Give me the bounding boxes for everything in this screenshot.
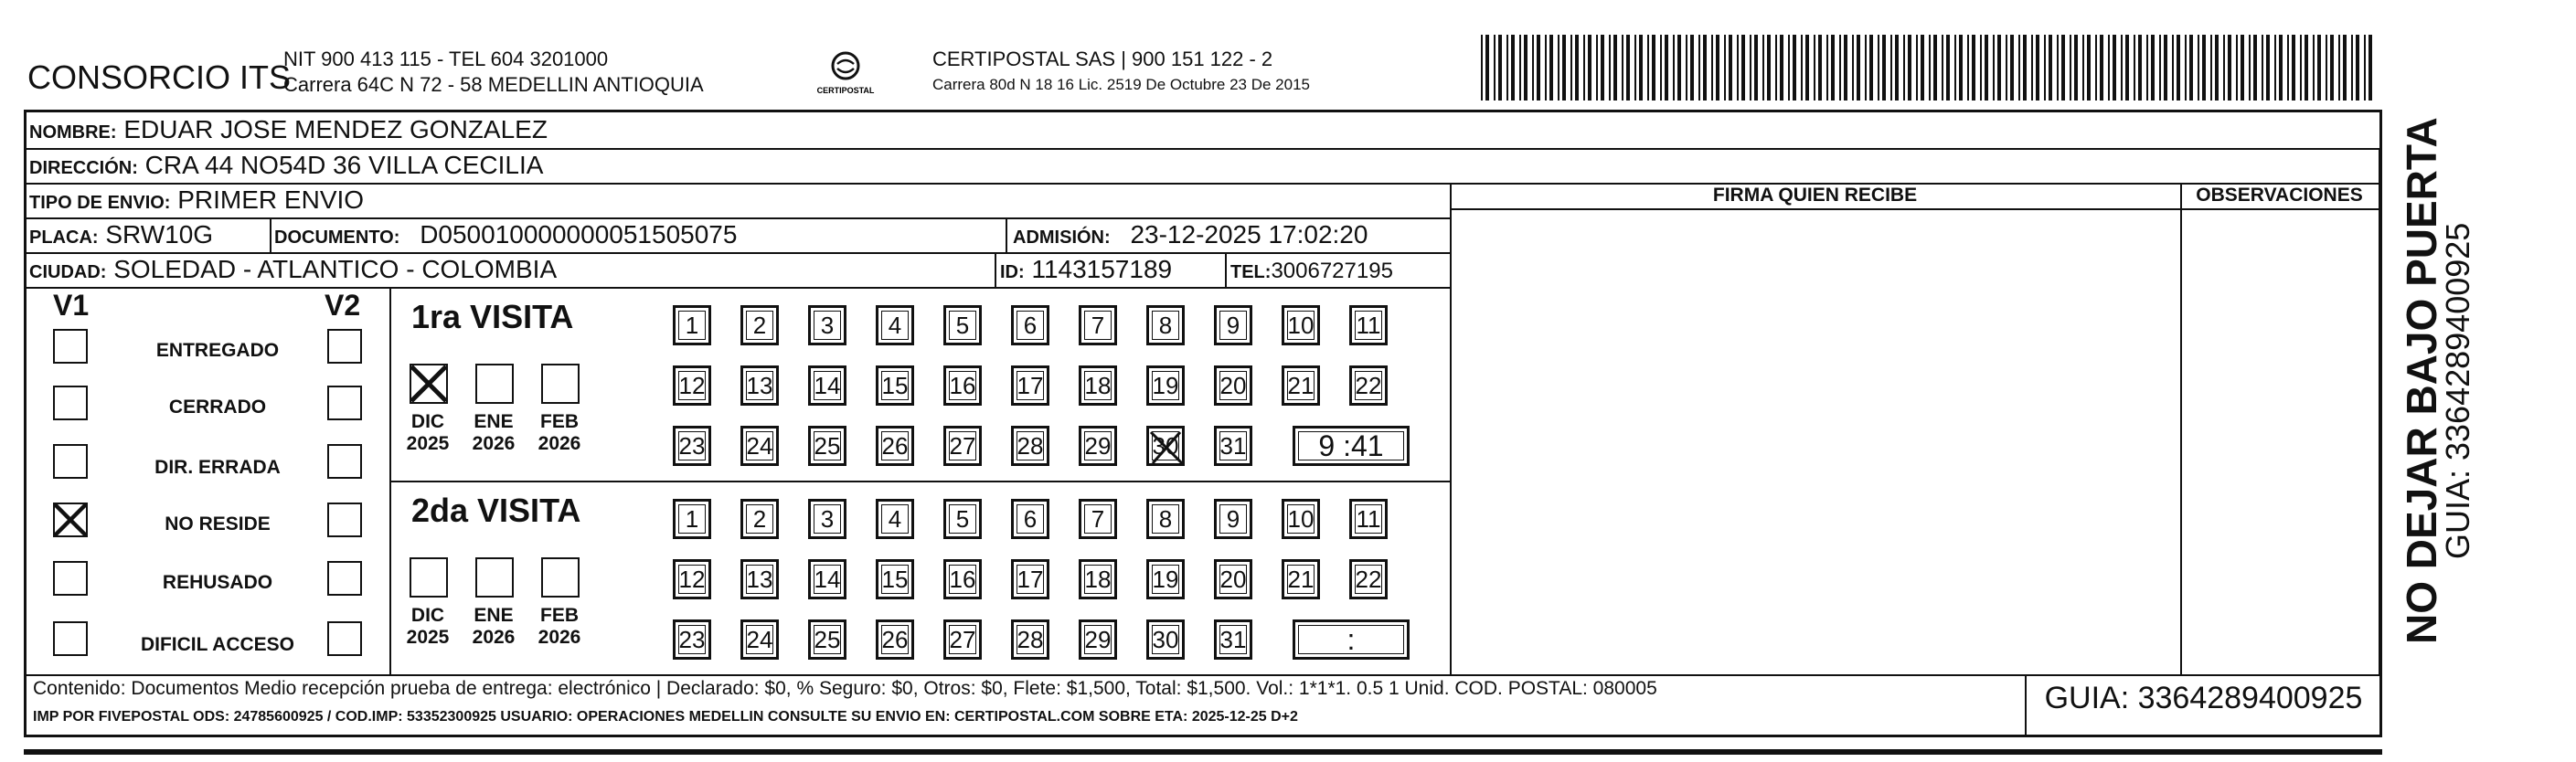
certipostal-logo <box>804 46 887 99</box>
tipo-row <box>29 185 364 218</box>
day-box[interactable]: 12 <box>673 559 711 599</box>
day-box[interactable]: 2 <box>740 499 779 539</box>
status-label: CERRADO <box>168 397 267 418</box>
visit-title: 2da VISITA <box>411 492 581 529</box>
day-box[interactable]: 24 <box>740 619 779 660</box>
status-label: NO RESIDE <box>165 513 271 534</box>
day-box[interactable]: 13 <box>740 365 779 406</box>
month-checkbox[interactable] <box>410 557 448 598</box>
v1-checkbox[interactable] <box>53 386 88 420</box>
certipostal-address: Carrera 80d N 18 16 Lic. 2519 De Octubre 23 De 2015 <box>932 76 1310 93</box>
placa-row <box>29 219 213 253</box>
time-box[interactable]: : <box>1293 619 1410 660</box>
day-box[interactable]: 23 <box>673 619 711 660</box>
day-box[interactable]: 21 <box>1282 365 1320 406</box>
v2-checkbox[interactable] <box>327 503 362 537</box>
day-box[interactable]: 9 <box>1214 499 1252 539</box>
day-box[interactable]: 17 <box>1011 365 1049 406</box>
tel-row <box>1230 256 1393 288</box>
day-box[interactable]: 1 <box>673 499 711 539</box>
day-box[interactable]: 15 <box>876 559 914 599</box>
company-address: Carrera 64C N 72 - 58 MEDELLIN ANTIOQUIA <box>283 73 704 96</box>
direccion-row <box>29 150 543 184</box>
month-checkbox[interactable] <box>541 557 580 598</box>
day-box[interactable]: 7 <box>1079 499 1117 539</box>
day-box[interactable]: 17 <box>1011 559 1049 599</box>
month-label: FEB <box>540 411 579 432</box>
v1-checkbox[interactable] <box>53 444 88 479</box>
day-box[interactable]: 30 <box>1146 426 1185 466</box>
month-label: ENE <box>474 411 514 432</box>
day-box[interactable]: 18 <box>1079 559 1117 599</box>
admision-value: 23-12-2025 17:02:20 <box>1130 220 1368 249</box>
day-box[interactable]: 11 <box>1349 499 1388 539</box>
v2-checkbox[interactable] <box>327 329 362 364</box>
logo-text: CERTIPOSTAL <box>816 86 875 95</box>
company-name: CONSORCIO ITS <box>27 58 292 96</box>
day-box[interactable]: 3 <box>808 305 846 345</box>
day-box[interactable]: 11 <box>1349 305 1388 345</box>
nombre-value: EDUAR JOSE MENDEZ GONZALEZ <box>123 115 548 143</box>
day-box[interactable]: 30 <box>1146 619 1185 660</box>
bottom-edge <box>24 749 2382 755</box>
id-value: 1143157189 <box>1031 255 1173 283</box>
month-year: 2026 <box>472 433 516 454</box>
admision-label: ADMISIÓN: <box>1013 228 1111 248</box>
day-box[interactable]: 22 <box>1349 365 1388 406</box>
day-box[interactable]: 14 <box>808 559 846 599</box>
month-label: FEB <box>540 605 579 626</box>
month-label: ENE <box>474 605 514 626</box>
observaciones-header: OBSERVACIONES <box>2196 185 2363 206</box>
month-year: 2025 <box>406 433 450 454</box>
v1-checkbox[interactable] <box>53 503 88 537</box>
nombre-label: NOMBRE: <box>29 122 117 143</box>
day-box[interactable]: 26 <box>876 426 914 466</box>
day-box[interactable]: 25 <box>808 426 846 466</box>
day-box[interactable]: 13 <box>740 559 779 599</box>
day-box[interactable]: 15 <box>876 365 914 406</box>
day-box[interactable]: 31 <box>1214 619 1252 660</box>
day-box[interactable]: 1 <box>673 305 711 345</box>
status-label: ENTREGADO <box>155 340 280 361</box>
v2-checkbox[interactable] <box>327 386 362 420</box>
day-box[interactable]: 29 <box>1079 619 1117 660</box>
v2-checkbox[interactable] <box>327 621 362 656</box>
documento-label: DOCUMENTO: <box>274 228 400 248</box>
day-box[interactable]: 10 <box>1282 305 1320 345</box>
v2-checkbox[interactable] <box>327 444 362 479</box>
day-box[interactable]: 28 <box>1011 426 1049 466</box>
month-checkbox[interactable] <box>475 364 514 404</box>
firma-area[interactable] <box>1453 212 2177 671</box>
imp-text: IMP POR FIVEPOSTAL ODS: 24785600925 / COD.IMP: 53352300925 USUARIO: OPERACIONES MEDELLIN CONSULTE SU ENVIO EN: CERTIPOSTAL.COM SOBRE ETA: 2025-12-25 D+2 <box>33 709 1298 725</box>
id-row <box>1000 254 1172 288</box>
day-box[interactable]: 4 <box>876 305 914 345</box>
v2-checkbox[interactable] <box>327 561 362 596</box>
ciudad-row <box>29 254 557 288</box>
day-box[interactable]: 6 <box>1011 305 1049 345</box>
v1-checkbox[interactable] <box>53 561 88 596</box>
id-label: ID: <box>1000 262 1025 282</box>
day-box[interactable]: 22 <box>1349 559 1388 599</box>
day-box[interactable]: 18 <box>1079 365 1117 406</box>
v2-header: V2 <box>325 289 361 322</box>
day-box[interactable]: 28 <box>1011 619 1049 660</box>
month-checkbox[interactable] <box>475 557 514 598</box>
day-box[interactable]: 25 <box>808 619 846 660</box>
tipo-value: PRIMER ENVIO <box>177 185 365 214</box>
direccion-label: DIRECCIÓN: <box>29 158 138 178</box>
day-box[interactable]: 12 <box>673 365 711 406</box>
month-checkbox[interactable] <box>410 364 448 404</box>
day-box[interactable]: 26 <box>876 619 914 660</box>
admision-row <box>1013 219 1368 253</box>
nombre-row <box>29 114 548 148</box>
tipo-label: TIPO DE ENVIO: <box>29 193 171 213</box>
side-guia: GUIA: 3364289400925 <box>2439 222 2476 559</box>
guia-footer: GUIA: 3364289400925 <box>2044 681 2363 715</box>
day-box[interactable]: 5 <box>943 305 982 345</box>
day-box[interactable]: 5 <box>943 499 982 539</box>
visit-title: 1ra VISITA <box>411 298 574 335</box>
day-box[interactable]: 20 <box>1214 365 1252 406</box>
month-label: DIC <box>410 411 445 432</box>
documento-row <box>274 219 737 253</box>
status-label: DIFICIL ACCESO <box>140 634 294 655</box>
day-box[interactable]: 7 <box>1079 305 1117 345</box>
contenido-text: Contenido: Documentos Medio recepción prueba de entrega: electrónico | Declarado: $0, % Seguro: $0, Otros: $0, Flete: $1,500, Total: $1,500. Vol.: 1*1*1. 0.5 1 Unid. COD. POSTAL: 080005 <box>33 678 1657 699</box>
day-box[interactable]: 21 <box>1282 559 1320 599</box>
day-box[interactable]: 4 <box>876 499 914 539</box>
day-box[interactable]: 8 <box>1146 305 1185 345</box>
month-year: 2025 <box>406 627 450 648</box>
v1-header: V1 <box>53 289 90 322</box>
ciudad-label: CIUDAD: <box>29 262 107 282</box>
tel-value: 3006727195 <box>1271 259 1393 283</box>
month-year: 2026 <box>538 433 581 454</box>
status-label: DIR. ERRADA <box>154 457 281 478</box>
documento-value: D050010000000051505075 <box>420 220 738 249</box>
month-label: DIC <box>410 605 445 626</box>
day-box[interactable]: 6 <box>1011 499 1049 539</box>
day-box[interactable]: 24 <box>740 426 779 466</box>
day-box[interactable]: 19 <box>1146 559 1185 599</box>
side-warning: NO DEJAR BAJO PUERTA <box>2398 117 2445 644</box>
month-checkbox[interactable] <box>541 364 580 404</box>
placa-label: PLACA: <box>29 228 99 248</box>
time-box[interactable]: 9 :41 <box>1293 426 1410 466</box>
day-box[interactable]: 20 <box>1214 559 1252 599</box>
day-box[interactable]: 14 <box>808 365 846 406</box>
observaciones-area[interactable] <box>2184 212 2376 671</box>
barcode <box>1481 35 2377 101</box>
day-box[interactable]: 23 <box>673 426 711 466</box>
day-box[interactable]: 16 <box>943 365 982 406</box>
status-label: REHUSADO <box>162 572 273 593</box>
v1-checkbox[interactable] <box>53 621 88 656</box>
day-box[interactable]: 2 <box>740 305 779 345</box>
firma-header: FIRMA QUIEN RECIBE <box>1712 185 1918 206</box>
day-cross-mark-icon <box>1145 425 1187 469</box>
day-box[interactable]: 3 <box>808 499 846 539</box>
placa-value: SRW10G <box>105 220 214 249</box>
certipostal-name: CERTIPOSTAL SAS | 900 151 122 - 2 <box>932 48 1273 70</box>
ciudad-value: SOLEDAD - ATLANTICO - COLOMBIA <box>113 255 558 283</box>
tel-label: TEL: <box>1230 262 1272 282</box>
direccion-value: CRA 44 NO54D 36 VILLA CECILIA <box>144 151 544 179</box>
day-box[interactable]: 10 <box>1282 499 1320 539</box>
day-box[interactable]: 19 <box>1146 365 1185 406</box>
day-box[interactable]: 8 <box>1146 499 1185 539</box>
x-mark-icon <box>55 504 86 535</box>
month-year: 2026 <box>538 627 581 648</box>
day-box[interactable]: 9 <box>1214 305 1252 345</box>
company-nit: NIT 900 413 115 - TEL 604 3201000 <box>283 48 609 70</box>
day-box[interactable]: 31 <box>1214 426 1252 466</box>
day-box[interactable]: 27 <box>943 426 982 466</box>
day-box[interactable]: 27 <box>943 619 982 660</box>
v1-checkbox[interactable] <box>53 329 88 364</box>
month-year: 2026 <box>472 627 516 648</box>
day-box[interactable]: 29 <box>1079 426 1117 466</box>
x-mark-icon <box>411 365 446 402</box>
day-box[interactable]: 16 <box>943 559 982 599</box>
